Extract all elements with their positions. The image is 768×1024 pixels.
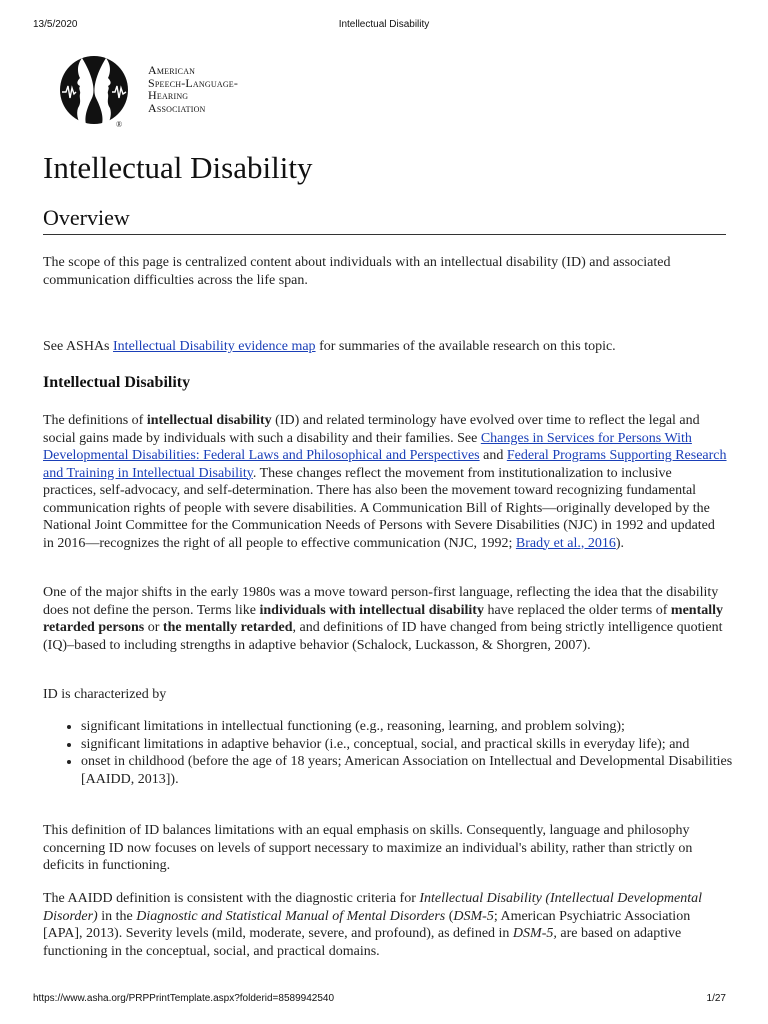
changes-in-services-link[interactable]: Changes in Services for Persons With Developmental Disabilities: Federal Laws and Philosophical and Perspectives: [43, 430, 692, 463]
italic-term: DSM-5: [453, 908, 494, 924]
bold-term: intellectual disability: [146, 413, 272, 428]
registered-mark: ®: [116, 120, 123, 129]
bold-term: the mentally retarded: [162, 620, 293, 635]
page-number: 1/27: [706, 993, 726, 1004]
federal-programs-link[interactable]: Federal Programs Supporting Research and Training in Intellectual Disability: [43, 448, 727, 481]
person-first-paragraph: [43, 584, 728, 654]
text: (ID) and related terminology have evolved over time to reflect the legal and social gains made by individuals with such a disability and their families. See: [43, 413, 700, 446]
evidence-map-link[interactable]: Intellectual Disability evidence map: [113, 339, 316, 354]
brady-citation-link[interactable]: Brady et al., 2016: [515, 535, 616, 551]
text: are based on adaptive functioning in the conceptual, social, and practical domains.: [43, 926, 682, 959]
logo-line-1: American: [148, 63, 196, 77]
text: The definitions of: [43, 413, 147, 428]
balances-paragraph: This definition of ID balances limitations with an equal emphasis on skills. Consequently, language and philosophy concerning ID now focuses on levels of support necessary to maximize an individual's ability, rather than strictly on deficits in functioning.: [43, 823, 693, 873]
heading-divider: [43, 234, 726, 235]
text: in the: [97, 908, 137, 924]
italic-term: Intellectual Disability (Intellectual Developmental Disorder): [43, 891, 702, 924]
text: . These changes reflect the movement from institutionalization to inclusive practices, self-advocacy, and self-determination. There has also been the movement toward recognizing fundamental communication rights of people with severe disabilities. A Communication Bill of Rights—originally developed by the National Joint Committee for the Communication Needs of Persons with Severe Disabilities (NJC) in 1992 and updated in 2016—recognizes the right of all people to effective communication (NJC, 1992;: [43, 465, 715, 551]
text: The AAIDD definition is consistent with the diagnostic criteria for: [43, 891, 420, 906]
text: (: [445, 908, 454, 924]
list-item: • significant limitations in adaptive behavior (i.e., conceptual, social, and practical skills in everyday life); and: [81, 736, 766, 754]
evidence-map-text-before: See ASHAs: [43, 339, 114, 354]
text: or: [144, 620, 163, 635]
italic-term: DSM-5,: [512, 926, 557, 941]
logo-line-2: Speech-Language-: [148, 75, 239, 90]
scope-paragraph: The scope of this page is centralized content about individuals with an intellectual disability (ID) and associated communication difficulties across the life span.: [43, 255, 671, 288]
list-item: • significant limitations in intellectual functioning (e.g., reasoning, learning, and problem solving);: [81, 718, 766, 736]
logo-line-3: Hearing: [148, 88, 189, 102]
overview-heading: Overview: [43, 205, 130, 230]
asha-logo[interactable]: [52, 50, 252, 132]
text: , and definitions of ID have changed from being strictly intelligence quotient (IQ)–based to including strengths in adaptive behavior (Schalock, Luckasson, & Shorgren, 2007).: [43, 620, 723, 653]
italic-term: Diagnostic and Statistical Manual of Mental Disorders: [136, 908, 446, 924]
bold-term: individuals with intellectual disability: [259, 602, 484, 618]
text: and: [479, 448, 507, 463]
text: One of the major shifts in the early 1980s was a move toward person-first language, reflecting the idea that the disability does not define the person. Terms like: [43, 585, 719, 618]
print-footer-url: https://www.asha.org/PRPPrintTemplate.aspx?folderid=8589942540: [33, 993, 335, 1004]
text: ).: [615, 535, 624, 551]
text: ; American Psychiatric Association [APA], 2013). Severity levels (mild, moderate, severe, and profound), as defined in: [43, 908, 691, 941]
print-date: 13/5/2020: [33, 19, 78, 30]
logo-line-4: Association: [148, 100, 206, 115]
evidence-map-text-after: for summaries of the available research on this topic.: [315, 339, 616, 354]
asha-logo-text: [148, 64, 238, 114]
asha-logo-mark-icon: [52, 50, 142, 132]
characteristics-list: [43, 718, 766, 788]
section-heading-intellectual-disability: Intellectual Disability: [43, 374, 191, 391]
definitions-paragraph: [43, 412, 728, 552]
aaidd-paragraph: [43, 890, 728, 960]
evidence-map-paragraph: [43, 338, 728, 356]
text: have replaced the older terms of: [483, 602, 671, 618]
bold-term: mentally retarded persons: [43, 602, 724, 635]
characterized-paragraph: ID is characterized by: [43, 687, 167, 702]
list-item: • onset in childhood (before the age of 18 years; American Association on Intellectual and Developmental Disabilities [AAIDD, 2013]).: [81, 753, 766, 788]
page-title: Intellectual Disability: [43, 150, 313, 185]
print-header-title: Intellectual Disability: [338, 19, 430, 30]
